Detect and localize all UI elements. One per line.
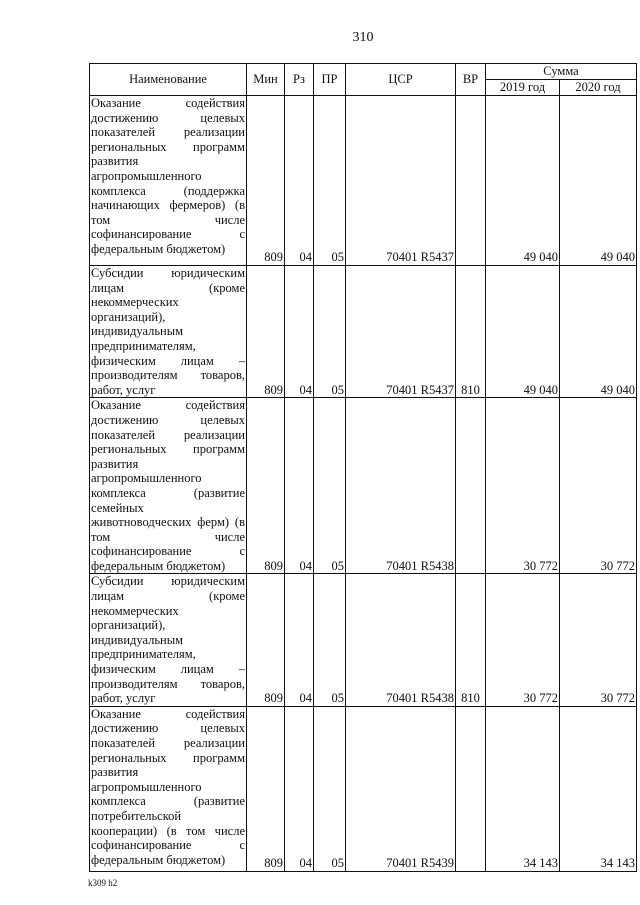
- row-name: Субсидии юридическим лицам (кроме некоммерческих организаций), индивидуальным предпринимателям, физическим лицам – производителям товаров, работ, услуг: [91, 266, 245, 397]
- table-row: [90, 266, 637, 398]
- row-sum-2020: 49 040: [560, 96, 637, 266]
- row-csr: 70401 R5438: [346, 574, 456, 706]
- row-sum-2020: 49 040: [560, 266, 637, 398]
- row-vr: [456, 706, 486, 871]
- row-rz: 04: [285, 398, 314, 574]
- row-name: Субсидии юридическим лицам (кроме некоммерческих организаций), индивидуальным предпринимателям, физическим лицам – производителям товаров, работ, услуг: [91, 574, 245, 706]
- header-pr: ПР: [314, 64, 346, 96]
- row-vr: 810: [456, 574, 486, 706]
- page-number: 310: [352, 30, 374, 45]
- row-pr: 05: [314, 266, 346, 398]
- row-sum-2019: 49 040: [486, 96, 560, 266]
- budget-table: [89, 63, 637, 872]
- row-csr: 70401 R5437: [346, 96, 456, 266]
- table-row: [90, 574, 637, 706]
- header-row: [90, 64, 637, 80]
- table-row: [90, 96, 637, 266]
- row-name: Оказание содействия достижению целевых показателей реализации региональных программ развития агропромышленного комплекса (развитие семейных животноводческих ферм) (в том числе софинансирование с федеральным бюджетом): [91, 398, 245, 573]
- row-min: 809: [247, 706, 285, 871]
- header-year-2020: 2020 год: [560, 80, 637, 96]
- row-name: Оказание содействия достижению целевых показателей реализации региональных программ развития агропромышленного комплекса (поддержка начинающих фермеров) (в том числе софинансирование с федеральным бюджетом): [90, 96, 247, 266]
- header-vr: ВР: [456, 64, 486, 96]
- row-rz: 04: [285, 266, 314, 398]
- row-pr: 05: [314, 96, 346, 266]
- row-sum-2020: 34 143: [560, 706, 637, 871]
- row-pr: 05: [314, 574, 346, 706]
- row-name: Оказание содействия достижению целевых показателей реализации региональных программ развития агропромышленного комплекса (развитие потребительской кооперации) (в том числе софинансирование с федеральным бюджетом): [90, 706, 247, 871]
- footer-code: k309 h2: [88, 878, 118, 888]
- row-rz: 04: [285, 96, 314, 266]
- row-vr: [456, 398, 486, 574]
- row-csr: 70401 R5438: [346, 398, 456, 574]
- header-name: Наименование: [90, 64, 247, 96]
- row-csr: 70401 R5439: [346, 706, 456, 871]
- header-sum: Сумма: [486, 64, 637, 80]
- header-csr: ЦСР: [346, 64, 456, 96]
- row-rz: 04: [285, 574, 314, 706]
- header-year-2019: 2019 год: [486, 80, 560, 96]
- row-rz: 04: [285, 706, 314, 871]
- row-min: 809: [247, 574, 285, 706]
- row-pr: 05: [314, 706, 346, 871]
- row-sum-2019: 30 772: [486, 398, 560, 574]
- table-row: [90, 706, 637, 871]
- row-sum-2019: 34 143: [486, 706, 560, 871]
- table-row: [90, 398, 637, 574]
- row-pr: 05: [314, 398, 346, 574]
- row-min: 809: [247, 398, 285, 574]
- header-rz: Рз: [285, 64, 314, 96]
- row-min: 809: [247, 96, 285, 266]
- row-vr: [456, 96, 486, 266]
- header-min: Мин: [247, 64, 285, 96]
- row-sum-2020: 30 772: [560, 398, 637, 574]
- row-sum-2019: 30 772: [486, 574, 560, 706]
- row-vr: 810: [456, 266, 486, 398]
- row-min: 809: [247, 266, 285, 398]
- row-csr: 70401 R5437: [346, 266, 456, 398]
- row-sum-2019: 49 040: [486, 266, 560, 398]
- row-sum-2020: 30 772: [560, 574, 637, 706]
